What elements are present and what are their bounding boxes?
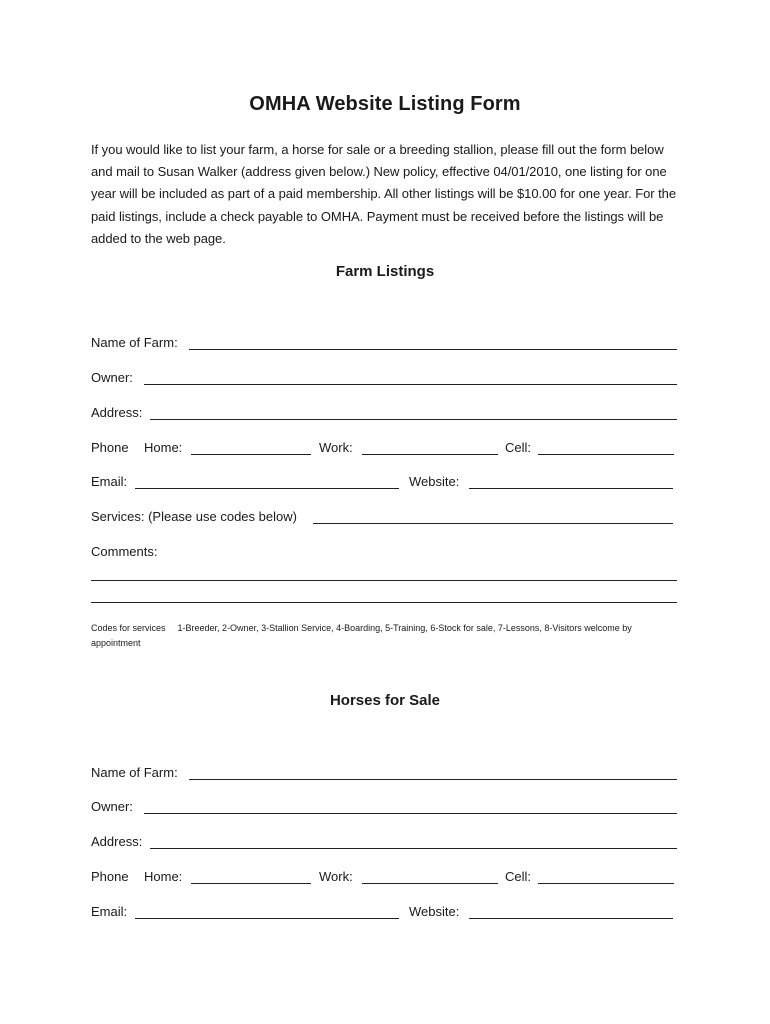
farm-work-label: Work: <box>319 440 353 455</box>
farm-address-field[interactable] <box>150 419 677 420</box>
farm-cell-label: Cell: <box>505 440 532 455</box>
sale-phone-label: Phone <box>91 869 129 884</box>
sale-home-label: Home: <box>144 869 183 884</box>
sale-address-label: Address: <box>91 834 143 849</box>
sale-email-field[interactable] <box>135 918 399 919</box>
sale-website-label: Website: <box>409 904 460 919</box>
farm-services-label: Services: (Please use codes below) <box>91 509 297 524</box>
intro-paragraph: If you would like to list your farm, a horse for sale or a breeding stallion, please fill out the form below and mail to Susan Walker (address given below.) New policy, effective 04/01/2010, one listing for one year will be included as part of a paid membership. All other listings will be $10.00 for one year. For the paid listings, include a check payable to OMHA. Payment must be received before the listings will be added to the web page. <box>91 142 677 246</box>
farm-website-label: Website: <box>409 474 460 489</box>
sale-home-phone-field[interactable] <box>191 883 311 884</box>
farm-home-label: Home: <box>144 440 183 455</box>
horses-for-sale-heading: Horses for Sale <box>329 692 441 709</box>
sale-website-field[interactable] <box>469 918 673 919</box>
farm-cell-phone-field[interactable] <box>538 454 674 455</box>
farm-comments-line-2[interactable] <box>91 602 677 603</box>
farm-services-field[interactable] <box>313 523 673 524</box>
codes-text: 1-Breeder, 2-Owner, 3-Stallion Service, 4-Boarding, 5-Training, 6-Stock for sale, 7-Lessons, 8-Visitors welcome by appointment <box>91 623 632 648</box>
farm-owner-field[interactable] <box>144 384 677 385</box>
farm-comments-line-1[interactable] <box>91 580 677 581</box>
farm-work-phone-field[interactable] <box>362 454 498 455</box>
sale-name-field[interactable] <box>189 779 677 780</box>
farm-comments-label: Comments: <box>91 544 158 559</box>
sale-address-field[interactable] <box>150 848 677 849</box>
farm-website-field[interactable] <box>469 488 673 489</box>
page-title: OMHA Website Listing Form <box>249 93 521 115</box>
farm-phone-label: Phone <box>91 440 129 455</box>
farm-listings-heading: Farm Listings <box>335 263 435 280</box>
sale-cell-phone-field[interactable] <box>538 883 674 884</box>
sale-email-label: Email: <box>91 904 128 919</box>
sale-name-label: Name of Farm: <box>91 765 178 780</box>
farm-owner-label: Owner: <box>91 370 133 385</box>
farm-home-phone-field[interactable] <box>191 454 311 455</box>
farm-name-label: Name of Farm: <box>91 335 178 350</box>
sale-owner-label: Owner: <box>91 799 133 814</box>
codes-label: Codes for services <box>91 623 166 633</box>
farm-address-label: Address: <box>91 405 143 420</box>
farm-email-field[interactable] <box>135 488 399 489</box>
sale-cell-label: Cell: <box>505 869 532 884</box>
farm-email-label: Email: <box>91 474 128 489</box>
sale-work-phone-field[interactable] <box>362 883 498 884</box>
farm-name-field[interactable] <box>189 349 677 350</box>
sale-owner-field[interactable] <box>144 813 677 814</box>
service-codes-note <box>91 621 671 651</box>
sale-work-label: Work: <box>319 869 353 884</box>
